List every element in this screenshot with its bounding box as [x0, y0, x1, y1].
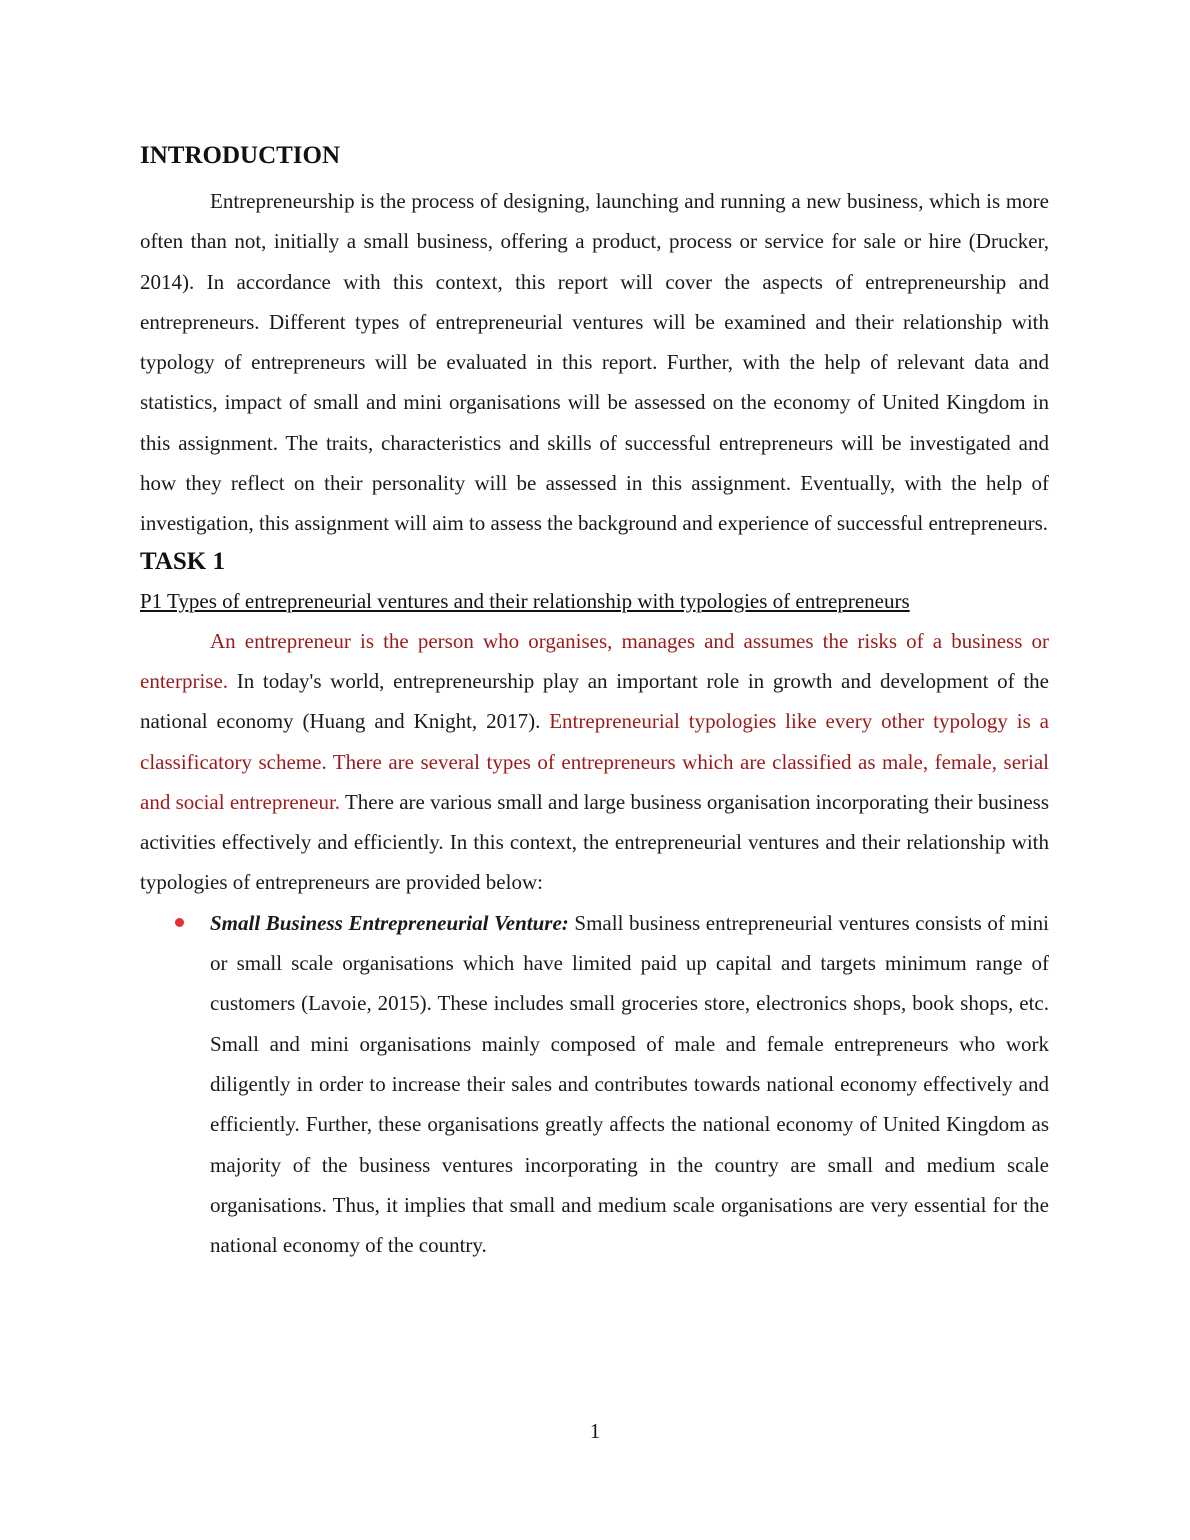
- bullet-lead-text: Small Business Entrepreneurial Venture:: [210, 910, 569, 935]
- typology-definition-text: Entrepreneurial typologies like every other typology is a classificatory scheme. There are several types of entrepreneurs which are classified as male, female, serial and social entrepreneur.: [140, 709, 1049, 814]
- page-number: 1: [589, 1419, 601, 1443]
- list-item: [140, 903, 1049, 1266]
- task1-subheading: P1 Types of entrepreneurial ventures and their relationship with typologies of entrepreneurs: [140, 588, 910, 613]
- introduction-paragraph: Entrepreneurship is the process of designing, launching and running a new business, which is more often than not, initially a small business, offering a product, process or service for sale or hire (Drucker, 2014). In accordance with this context, this report will cover the aspects of entrepreneurship and entrepreneurs. Different types of entrepreneurial ventures will be examined and their relationship with typology of entrepreneurs will be evaluated in this report. Further, with the help of relevant data and statistics, impact of small and mini organisations will be assessed on the economy of United Kingdom in this assignment. The traits, characteristics and skills of successful entrepreneurs will be investigated and how they reflect on their personality will be assessed in this assignment. Eventually, with the help of investigation, this assignment will aim to assess the background and experience of successful entrepreneurs.: [140, 189, 1049, 536]
- document-page: [140, 138, 1049, 1265]
- task1-heading: TASK 1: [140, 547, 225, 575]
- ventures-context-text: There are various small and large business organisation incorporating their business activities effectively and efficiently. In this context, the entrepreneurial ventures and their relationship with typologies of entrepreneurs are provided below:: [140, 789, 1049, 895]
- bullet-body-text: Small business entrepreneurial ventures consists of mini or small scale organisations which have limited paid up capital and targets minimum range of customers (Lavoie, 2015). These includes small groceries store, electronics shops, book shops, etc. Small and mini organisations mainly composed of male and female entrepreneurs who work diligently in order to increase their sales and contributes towards national economy effectively and efficiently. Further, these organisations greatly affects the national economy of United Kingdom as majority of the business ventures incorporating in the country are small and medium scale organisations. Thus, it implies that small and medium scale organisations are very essential for the national economy of the country.: [210, 910, 1049, 1258]
- ventures-list: [140, 903, 1049, 1266]
- entrepreneurship-role-text: In today's world, entrepreneurship play an important role in growth and development of the national economy (Huang and Knight, 2017).: [140, 668, 1049, 734]
- bullet-icon: [175, 918, 184, 927]
- task1-paragraph: [140, 621, 1049, 903]
- entrepreneur-definition-text: An entrepreneur is the person who organises, manages and assumes the risks of a business or enterprise.: [140, 628, 1049, 693]
- introduction-heading: INTRODUCTION: [140, 142, 341, 169]
